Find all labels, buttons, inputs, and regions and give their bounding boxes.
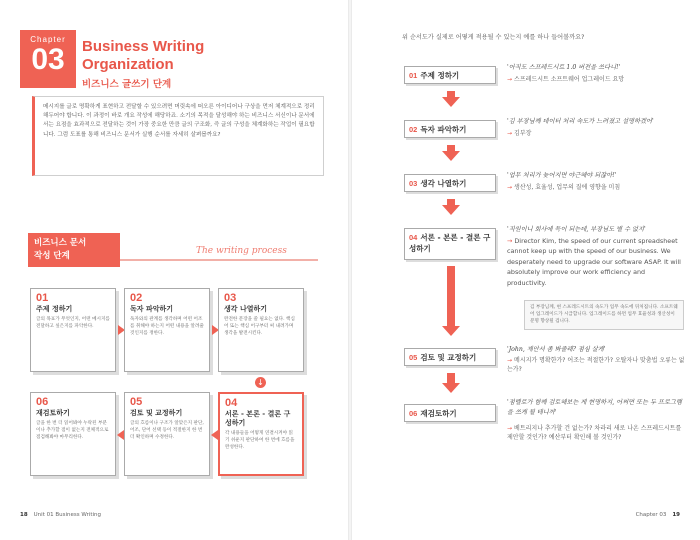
step-01-handnote: '아직도 스프레드시트 1.0 버전을 쓰다니!' (507, 64, 621, 71)
step-04-handnote: '직원이니 회사에 득이 되는데, 부장님도 별 수 없지' (507, 226, 646, 233)
card-number: 04 (225, 397, 238, 409)
card-number: 02 (130, 292, 143, 304)
arrow-down-icon (442, 97, 460, 107)
left-footer (20, 512, 101, 518)
step-06 (404, 404, 496, 422)
step-05-handnote: 'John, 제안서 좀 봐줄래? 점심 살게' (507, 346, 606, 353)
title-korean: 비즈니스 글쓰기 단계 (82, 79, 172, 90)
step-title: 독자 파악하기 (420, 125, 467, 134)
arrow-left-icon (117, 430, 124, 440)
process-card-04 (218, 392, 304, 476)
step-01 (404, 66, 496, 84)
card-title: 검토 및 교정하기 (130, 409, 183, 417)
left-footer-text: Unit 01 Business Writing (33, 512, 101, 518)
arrow-left-icon (211, 430, 218, 440)
card-number: 01 (36, 292, 49, 304)
chapter-number: 03 (31, 43, 65, 76)
card-desc: 글의 목표가 무엇인지, 어떤 메시지를 전달하고 싶은지를 파악한다. (36, 317, 110, 329)
step-number: 04 (409, 233, 418, 242)
card-title: 독자 파악하기 (130, 305, 174, 313)
down-arrow-stem (447, 266, 455, 326)
step-04 (404, 228, 496, 260)
step-number: 03 (409, 179, 418, 188)
step-title: 검토 및 교정하기 (420, 353, 477, 362)
arrow-down-icon (442, 205, 460, 215)
process-card-02 (124, 288, 210, 372)
process-tag-line-2: 작성 단계 (34, 251, 70, 261)
step-02-sub: → 김부장 (507, 130, 532, 137)
step-title: 생각 나열하기 (420, 179, 467, 188)
step-number: 06 (409, 409, 418, 418)
arrow-down-icon (442, 151, 460, 161)
left-page-number: 18 (20, 512, 28, 518)
card-title: 생각 나열하기 (224, 305, 268, 313)
step-03-sub: → 생산성, 효율성, 업무의 질에 영향을 미침 (507, 184, 621, 191)
step-06-handnote: '점렐로가 함께 검토해보는 게 현명하지, 어쩌면 또는 두 프로그램을 쓰게 될 테니까' (507, 399, 682, 416)
card-number: 05 (130, 396, 143, 408)
right-footer-chapter: Chapter 03 (635, 512, 667, 518)
card-desc: 독자와의 관계를 생각하며 어떤 어조를 취해야 하는지 어떤 내용을 알려줄 것인지를 정한다. (130, 317, 204, 336)
card-number: 03 (224, 292, 237, 304)
right-page-number: 19 (672, 512, 680, 518)
down-arrow-stem (447, 373, 455, 383)
step-02-handnote: '김 부장님께 데이터 처리 속도가 느려졌고 설명하겠어' (507, 118, 654, 125)
chapter-badge (20, 30, 76, 88)
chapter-label: Chapter (30, 35, 66, 44)
step-05-sub: → 메시지가 명확한가? 어조는 적절한가? 오탈자나 맞춤법 오류는 없는가? (507, 357, 685, 373)
process-tag-line-1: 비즈니스 문서 (34, 238, 87, 248)
right-footer (636, 512, 680, 518)
step-06-sub: → 베트리지나 추가할 건 없는가? 차라리 새로 나온 스프레드시트를 제안할 것인가? 예산부터 확인해 볼 것인가? (507, 425, 682, 441)
card-desc: 완전한 문장을 쓸 필요는 없다. 핵심어 또는 핵심 어구부터 써 내려가며 생각을 발전시킨다. (224, 317, 295, 336)
process-card-03 (218, 288, 304, 372)
step-04-english-paragraph: → Director Kim, the speed of our current spreadsheet cannot keep up with the speed of our business. We desperately need to upgrade our software ASAP. It will absolutely improve our work efficiency and productivity. (507, 237, 681, 287)
intro-paragraph: 메시지를 글로 명확하게 표현하고 전달할 수 있으려면 머릿속에 떠오른 아이디어나 구상을 먼저 체계적으로 정리해두어야 합니다. 이 과정이 바로 개요 작성에 해당하죠. 소기의 목적을 달성해야 하는 비즈니스 서신이나 문서에서는 요점을 효과적으로 전달하는 것이 가장 중요한 만큼 글의 구조화, 즉 글의 구성을 체계화하는 작업이 필요합니다. 그럼 도표를 통해 비즈니스 문서가 실행 순서를 자세히 살펴봅까요? (32, 96, 324, 176)
process-card-06 (30, 392, 116, 476)
chevron-down-icon: ↓ (255, 377, 266, 388)
title-line-2: Organization (82, 56, 174, 73)
chapter-title (82, 38, 322, 90)
right-intro-text: 위 순서도가 실제로 어떻게 적용될 수 있는지 예를 하나 들어볼까요? (402, 34, 585, 41)
left-page (0, 0, 348, 540)
step-number: 01 (409, 71, 418, 80)
step-02 (404, 120, 496, 138)
card-desc: 글을 한 번 더 읽어봐야 누락된 부분이나 추가할 점이 없는지 전체적으로 점검해봐야 마무리한다. (36, 421, 109, 440)
step-title: 주제 정하기 (420, 71, 460, 80)
step-03-handnote: '업무 처리가 늦어지면 야근해야 되잖아!' (507, 172, 617, 179)
card-desc: 글의 흐름이나 구조가 알맞은지 판단, 어조, 단어 선택 등이 적절한지 한 번 더 확인하며 수정한다. (130, 421, 204, 440)
step-number: 05 (409, 353, 418, 362)
step-01-sub: → 스프레드시트 소프트웨어 업그레이드 요망 (507, 76, 625, 83)
step-title: 재검토하기 (420, 409, 457, 418)
card-title: 서론 - 본론 - 결론 구성하기 (225, 410, 291, 427)
arrow-down-icon (442, 326, 460, 336)
process-script-title: The writing process (196, 246, 287, 256)
process-card-01 (30, 288, 116, 372)
step-04-translation-note: 김 부장님께, 현 스프레드시트의 속도가 업무 속도에 뒤처집니다. 소프트웨어 업그레이드가 시급합니다. 업그레이드를 하면 업무 효율성과 생산성이 분명 향상될 겁니다. (524, 300, 684, 330)
card-desc: 각 내용들을 어떻게 연결시켜야 읽기 쉬운지 판단하여 한 번에 흐름을 완성한다. (225, 431, 295, 450)
process-card-05 (124, 392, 210, 476)
card-title: 재검토하기 (36, 409, 70, 417)
step-title: 서론 - 본론 - 결론 구성하기 (409, 233, 491, 253)
arrow-down-icon (442, 383, 460, 393)
title-line-1: Business Writing (82, 38, 205, 55)
step-05 (404, 348, 496, 366)
process-tag (28, 233, 120, 267)
card-number: 06 (36, 396, 49, 408)
card-title: 주제 정하기 (36, 305, 73, 313)
process-divider (120, 259, 318, 261)
right-page (352, 0, 700, 540)
step-03 (404, 174, 496, 192)
step-number: 02 (409, 125, 418, 134)
